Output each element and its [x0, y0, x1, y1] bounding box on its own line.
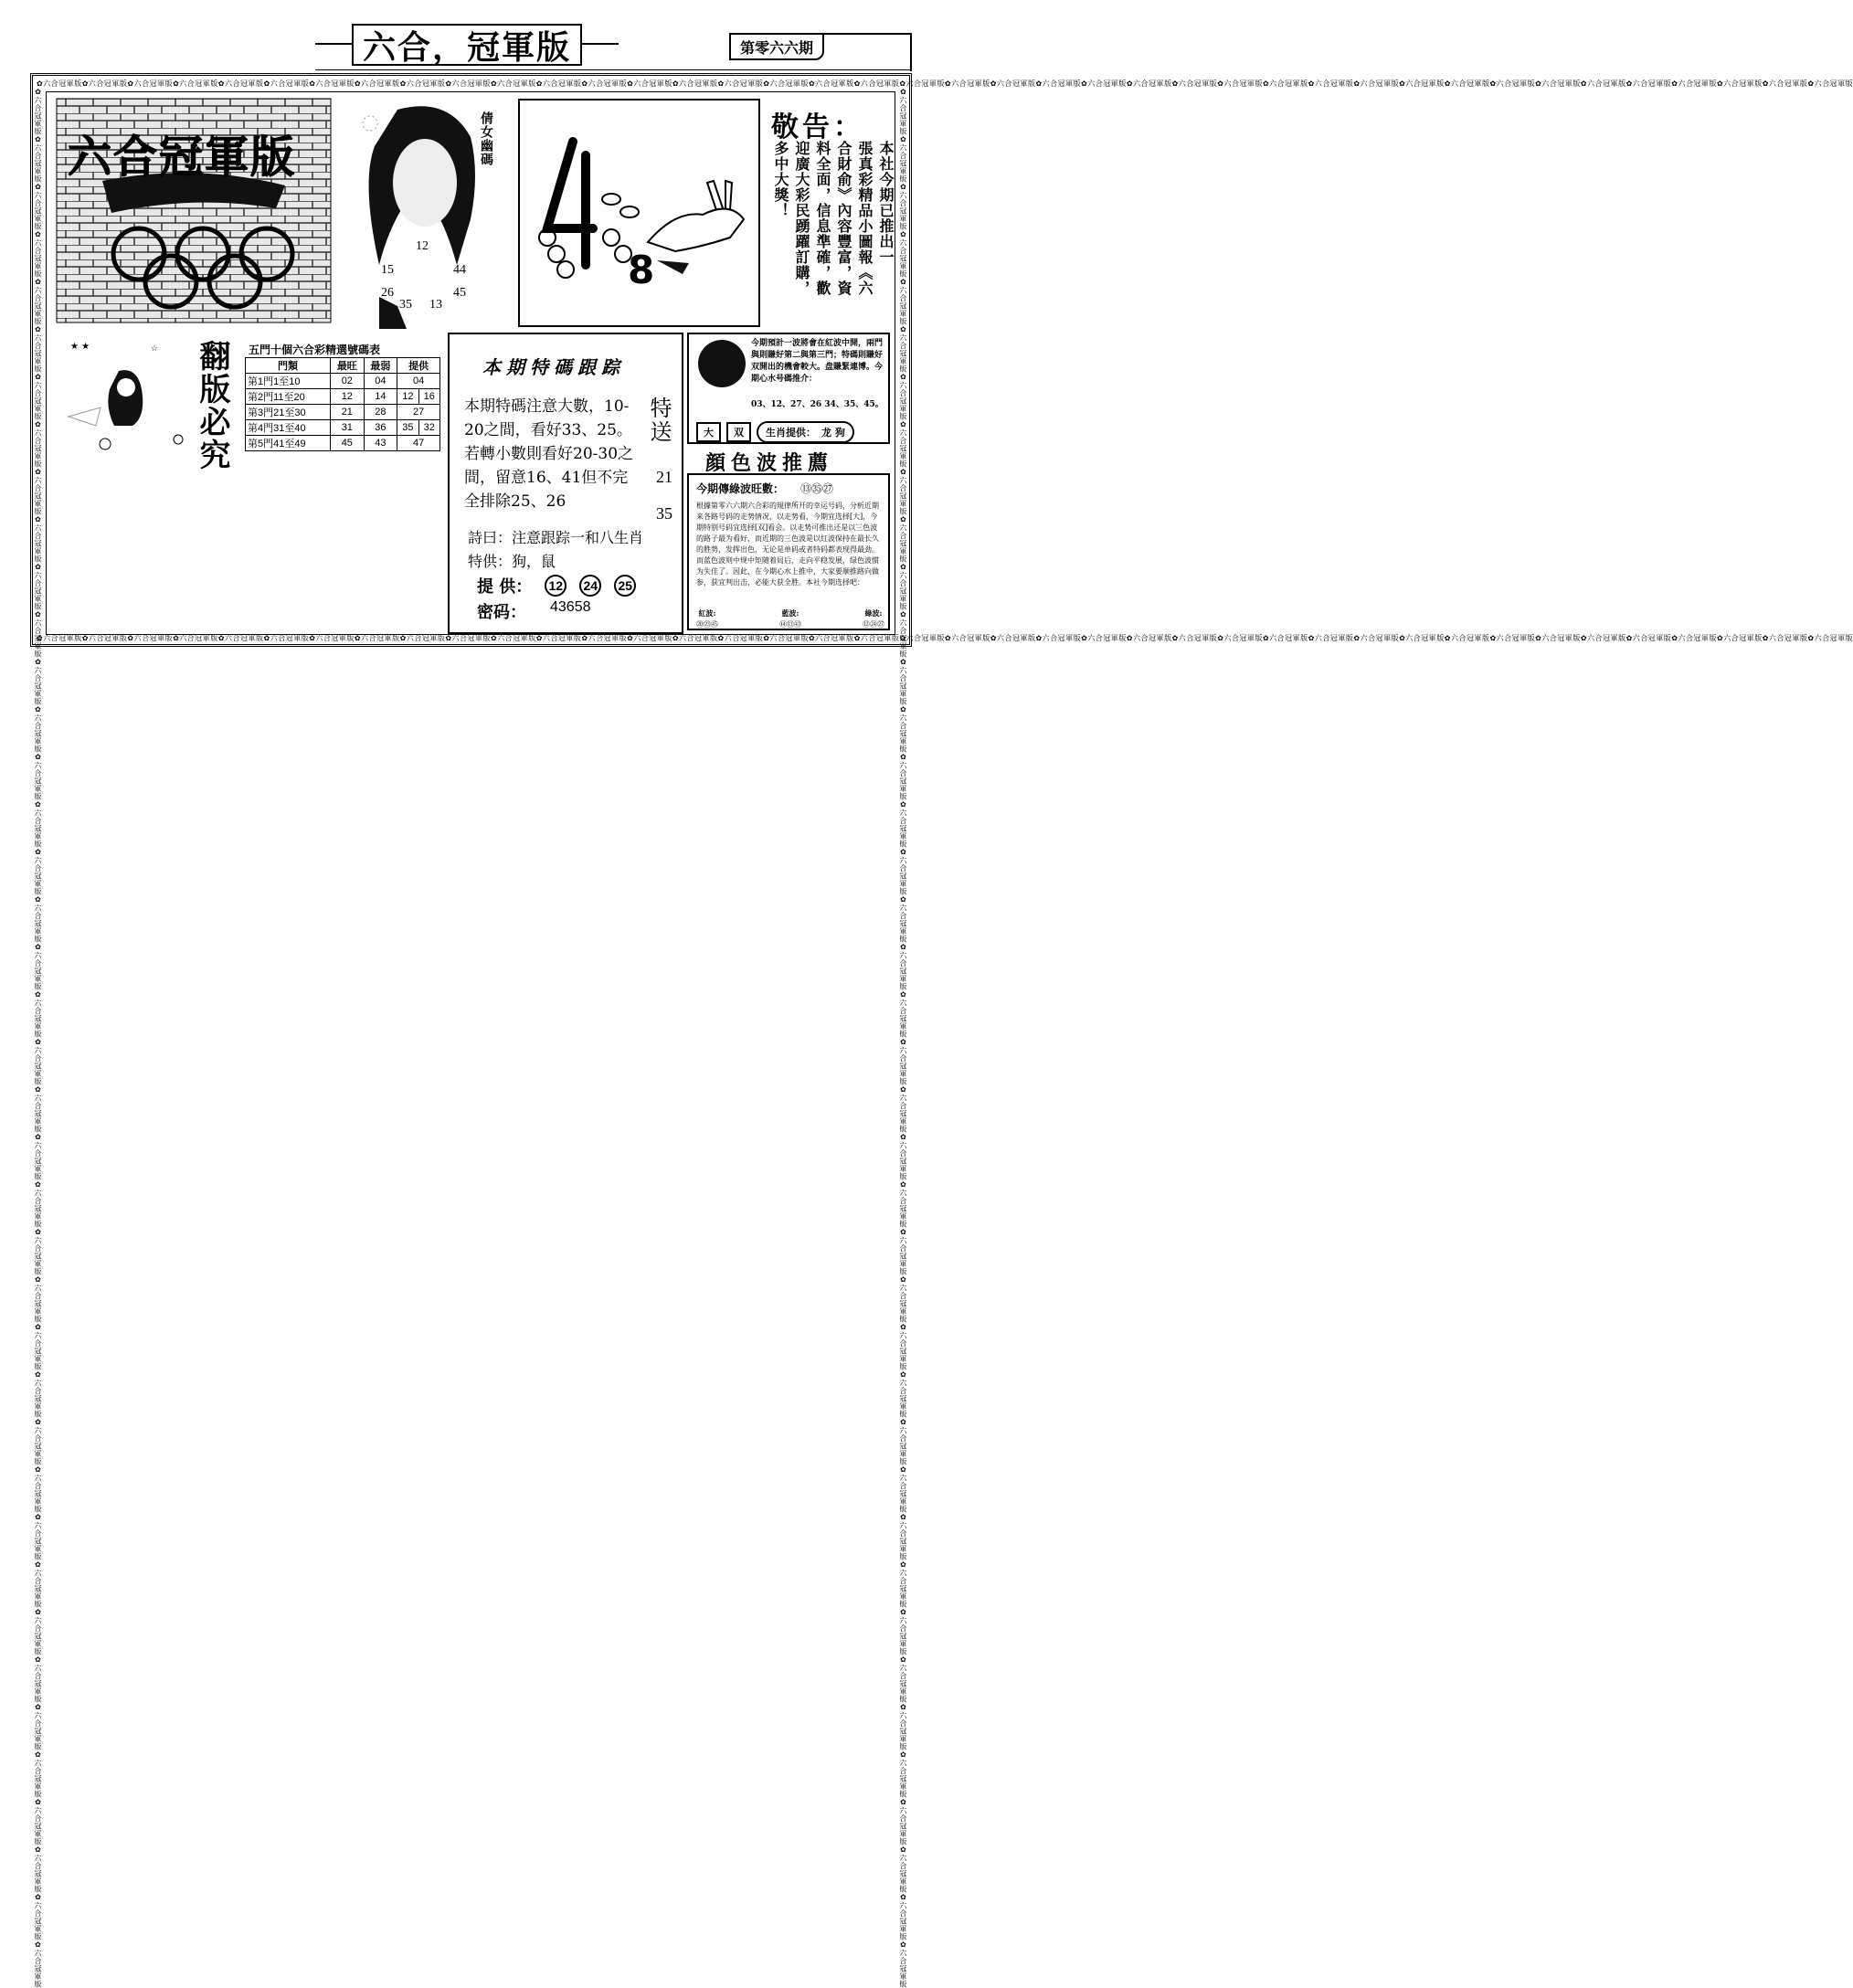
color-wave-title: 顔色波推薦 — [705, 451, 834, 475]
min-cell: 43 — [364, 436, 397, 451]
svg-text:★ ★: ★ ★ — [70, 342, 90, 352]
portrait-number: 13 — [429, 298, 442, 312]
max-cell: 12 — [331, 389, 365, 405]
red-wave-numbers: ⑳㉓㊺ — [696, 620, 718, 629]
riddle-picture-panel — [518, 99, 760, 327]
table-row — [246, 405, 440, 420]
double-badge: 双 — [726, 422, 751, 442]
provide-cell: 35 — [397, 420, 418, 436]
min-cell: 14 — [364, 389, 397, 405]
notice-column: 張真彩精品小圖報《六 — [856, 141, 874, 296]
big-badge: 大 — [696, 422, 721, 442]
password-row — [477, 599, 591, 623]
header-rule-left — [315, 43, 352, 45]
issue-number: 第零六六期 — [729, 33, 824, 60]
table-row — [246, 420, 440, 436]
portrait-number: 15 — [381, 263, 394, 277]
provide-number: 25 — [614, 575, 636, 597]
door-cell: 第4門31至40 — [246, 420, 331, 436]
portrait-number: 45 — [453, 286, 466, 300]
page-title: 六合，冠軍版 — [352, 24, 582, 66]
cartoon-girl-image — [50, 334, 187, 458]
max-cell: 45 — [331, 436, 365, 451]
max-cell: 02 — [331, 374, 365, 389]
prediction-panel — [687, 333, 890, 444]
max-cell: 31 — [331, 420, 365, 436]
wave-header — [696, 481, 833, 496]
svg-text:8: 8 — [628, 248, 655, 292]
header-underline — [315, 69, 912, 70]
provide-number: 24 — [579, 575, 601, 597]
table-row — [246, 389, 440, 405]
special-label: 特送 — [646, 397, 672, 444]
logo-title: 六合冠軍版 — [68, 132, 297, 183]
portrait-number: 26 — [381, 286, 394, 300]
wave-body: 根據第零六六期六合彩的規律所开的幸运号码，分析近期来各路号码的走势情况，以走势看，今期宜选择[大]，今期特别号码宜选择[双]看会。以走势可推出还是以三色波的路子最为看好，而近期的三色波是以红波保持在最长久的胜势，发挥出色，无论是单码或者特码都表现得最劲。而蓝色波则中规中矩随着局后，走向平稳发展，绿色波惯为失佳了。因此，在今期心水上推中，大家要顺推路向做参，获宜判出击，必能大获全胜。本社今期选择吧： — [696, 502, 879, 587]
border-text-right: ✿六合冠軍版✿六合冠軍版✿六合冠軍版✿六合冠軍版✿六合冠軍版✿六合冠軍版✿六合冠軍版✿六合冠軍版✿六合冠軍版✿六合冠軍版✿六合冠軍版✿六合冠軍版✿六合冠軍版✿六合冠軍版✿六合冠軍版✿六合冠軍版✿六合冠軍版✿六合冠軍版✿六合冠軍版✿六合冠軍版✿六合冠軍版✿六合冠軍版✿六合冠軍版✿六合冠軍版✿六合冠軍版✿六合冠軍版✿六合冠軍版✿六合冠軍版✿六合冠軍版✿六合冠軍版✿六合冠軍版✿六合冠軍版✿六合冠軍版✿六合冠軍版✿六合冠軍版✿六合冠軍版✿六合冠軍版✿六合冠軍版✿六合冠軍版✿六合冠軍版 — [899, 88, 907, 1988]
numbers-table-title: 五門十個六合彩精選號碼表 — [249, 344, 381, 356]
max-cell: 21 — [331, 405, 365, 420]
riddle-illustration — [520, 100, 758, 325]
special-code-tracking-panel — [448, 333, 683, 634]
provide-cell: 32 — [418, 420, 439, 436]
border-text-bottom: ✿六合冠軍版✿六合冠軍版✿六合冠軍版✿六合冠軍版✿六合冠軍版✿六合冠軍版✿六合冠軍版✿六合冠軍版✿六合冠軍版✿六合冠軍版✿六合冠軍版✿六合冠軍版✿六合冠軍版✿六合冠軍版✿六合冠軍版✿六合冠軍版✿六合冠軍版✿六合冠軍版✿六合冠軍版✿六合冠軍版✿六合冠軍版✿六合冠軍版✿六合冠軍版✿六合冠軍版✿六合冠軍版✿六合冠軍版✿六合冠軍版✿六合冠軍版✿六合冠軍版✿六合冠軍版✿六合冠軍版✿六合冠軍版✿六合冠軍版✿六合冠軍版✿六合冠軍版✿六合冠軍版✿六合冠軍版✿六合冠軍版✿六合冠軍版✿六合冠軍版 — [37, 634, 1853, 642]
border-text-left: ✿六合冠軍版✿六合冠軍版✿六合冠軍版✿六合冠軍版✿六合冠軍版✿六合冠軍版✿六合冠軍版✿六合冠軍版✿六合冠軍版✿六合冠軍版✿六合冠軍版✿六合冠軍版✿六合冠軍版✿六合冠軍版✿六合冠軍版✿六合冠軍版✿六合冠軍版✿六合冠軍版✿六合冠軍版✿六合冠軍版✿六合冠軍版✿六合冠軍版✿六合冠軍版✿六合冠軍版✿六合冠軍版✿六合冠軍版✿六合冠軍版✿六合冠軍版✿六合冠軍版✿六合冠軍版✿六合冠軍版✿六合冠軍版✿六合冠軍版✿六合冠軍版✿六合冠軍版✿六合冠軍版✿六合冠軍版✿六合冠軍版✿六合冠軍版✿六合冠軍版 — [34, 88, 42, 1988]
table-header-row — [246, 358, 440, 374]
table-header: 提供 — [397, 358, 440, 374]
wave-footer — [696, 608, 884, 629]
wave-head-numbers: ⑬㉟㉗ — [800, 482, 834, 495]
table-header: 門類 — [246, 358, 331, 374]
provide-cell: 27 — [397, 405, 440, 420]
green-wave-numbers: ⑫㉔㉗ — [863, 620, 884, 629]
zodiac-badge — [757, 421, 854, 443]
border-text-top: ✿六合冠軍版✿六合冠軍版✿六合冠軍版✿六合冠軍版✿六合冠軍版✿六合冠軍版✿六合冠軍版✿六合冠軍版✿六合冠軍版✿六合冠軍版✿六合冠軍版✿六合冠軍版✿六合冠軍版✿六合冠軍版✿六合冠軍版✿六合冠軍版✿六合冠軍版✿六合冠軍版✿六合冠軍版✿六合冠軍版✿六合冠軍版✿六合冠軍版✿六合冠軍版✿六合冠軍版✿六合冠軍版✿六合冠軍版✿六合冠軍版✿六合冠軍版✿六合冠軍版✿六合冠軍版✿六合冠軍版✿六合冠軍版✿六合冠軍版✿六合冠軍版✿六合冠軍版✿六合冠軍版✿六合冠軍版✿六合冠軍版✿六合冠軍版✿六合冠軍版 — [37, 79, 1853, 88]
password-label: 密码： — [477, 603, 526, 622]
prediction-numbers: 03、12、27、26 34、35、45。 — [751, 400, 884, 409]
notice-title: 敬告： — [771, 111, 864, 143]
prediction-text: 今期預計一波將會在紅波中開，兩門與則賺好第二與第三門；特碼則賺好双開出的機會較大。盘賺緊連博。今期心水号碼推介： — [751, 339, 884, 384]
numbers-table — [245, 357, 440, 451]
portrait-label: 倩女幽碼 — [479, 111, 493, 166]
provide-cell: 47 — [397, 436, 440, 451]
zodiac-value: 龙 狗 — [821, 427, 845, 439]
color-wave-panel — [687, 473, 890, 630]
notice-column: 本社今期已推出一 — [877, 141, 895, 265]
logo-panel — [57, 99, 331, 323]
zodiac-label: 生肖提供： — [766, 427, 816, 439]
red-wave-label: 紅波: — [698, 608, 716, 618]
provide-cell: 04 — [397, 374, 440, 389]
blue-wave-numbers: ⑭⑬㊸ — [779, 620, 801, 629]
door-cell: 第2門11至20 — [246, 389, 331, 405]
anti-piracy-text: 翻版必究 — [194, 340, 230, 471]
table-row — [246, 436, 440, 451]
notice-column: 料全面，信息準確，歡 — [814, 141, 831, 296]
svg-text:☆: ☆ — [151, 344, 159, 354]
special-number: 35 — [656, 504, 672, 523]
provide-label: 提 供： — [477, 577, 533, 597]
prediction-tags — [696, 421, 854, 443]
door-cell: 第1門1至10 — [246, 374, 331, 389]
door-cell: 第5門41至49 — [246, 436, 331, 451]
brand-seal-icon — [698, 340, 746, 387]
notice-column: 合財俞》內容豐富，資 — [835, 141, 852, 296]
table-header: 最弱 — [364, 358, 397, 374]
blue-wave-label: 藍波: — [781, 608, 799, 618]
tracking-title: 本期特碼跟踪 — [482, 356, 625, 378]
min-cell: 04 — [364, 374, 397, 389]
password-value: 43658 — [550, 599, 591, 615]
tracking-poem: 詩曰：注意跟踪一和八生肖特供：狗，鼠 — [468, 529, 644, 570]
special-number: 21 — [656, 468, 672, 486]
portrait-number: 12 — [416, 239, 429, 253]
olympic-rings-icon — [102, 227, 322, 318]
portrait-number: 35 — [399, 298, 412, 312]
provide-cell: 16 — [418, 389, 439, 405]
notice-panel — [766, 102, 894, 331]
green-wave-label: 綠波: — [864, 608, 883, 618]
min-cell: 28 — [364, 405, 397, 420]
notice-column: 多中大獎！ — [772, 141, 789, 218]
door-cell: 第3門21至30 — [246, 405, 331, 420]
min-cell: 36 — [364, 420, 397, 436]
header-rule-right — [582, 43, 619, 45]
table-header: 最旺 — [331, 358, 365, 374]
issue-frame — [824, 33, 912, 71]
table-row — [246, 374, 440, 389]
wave-head-label: 今期傳綠波旺數： — [696, 482, 785, 495]
portrait-number: 44 — [453, 263, 466, 277]
tracking-body: 本期特碼注意大數，10-20之間，看好33、25。若轉小數則看好20-30之間，留意16、41但不完全排除25、26 — [464, 397, 634, 511]
provide-cell: 12 — [397, 389, 418, 405]
provide-row — [477, 574, 636, 597]
provide-number: 12 — [545, 575, 566, 597]
notice-column: 迎廣大彩民踴躍訂購， — [793, 141, 810, 296]
